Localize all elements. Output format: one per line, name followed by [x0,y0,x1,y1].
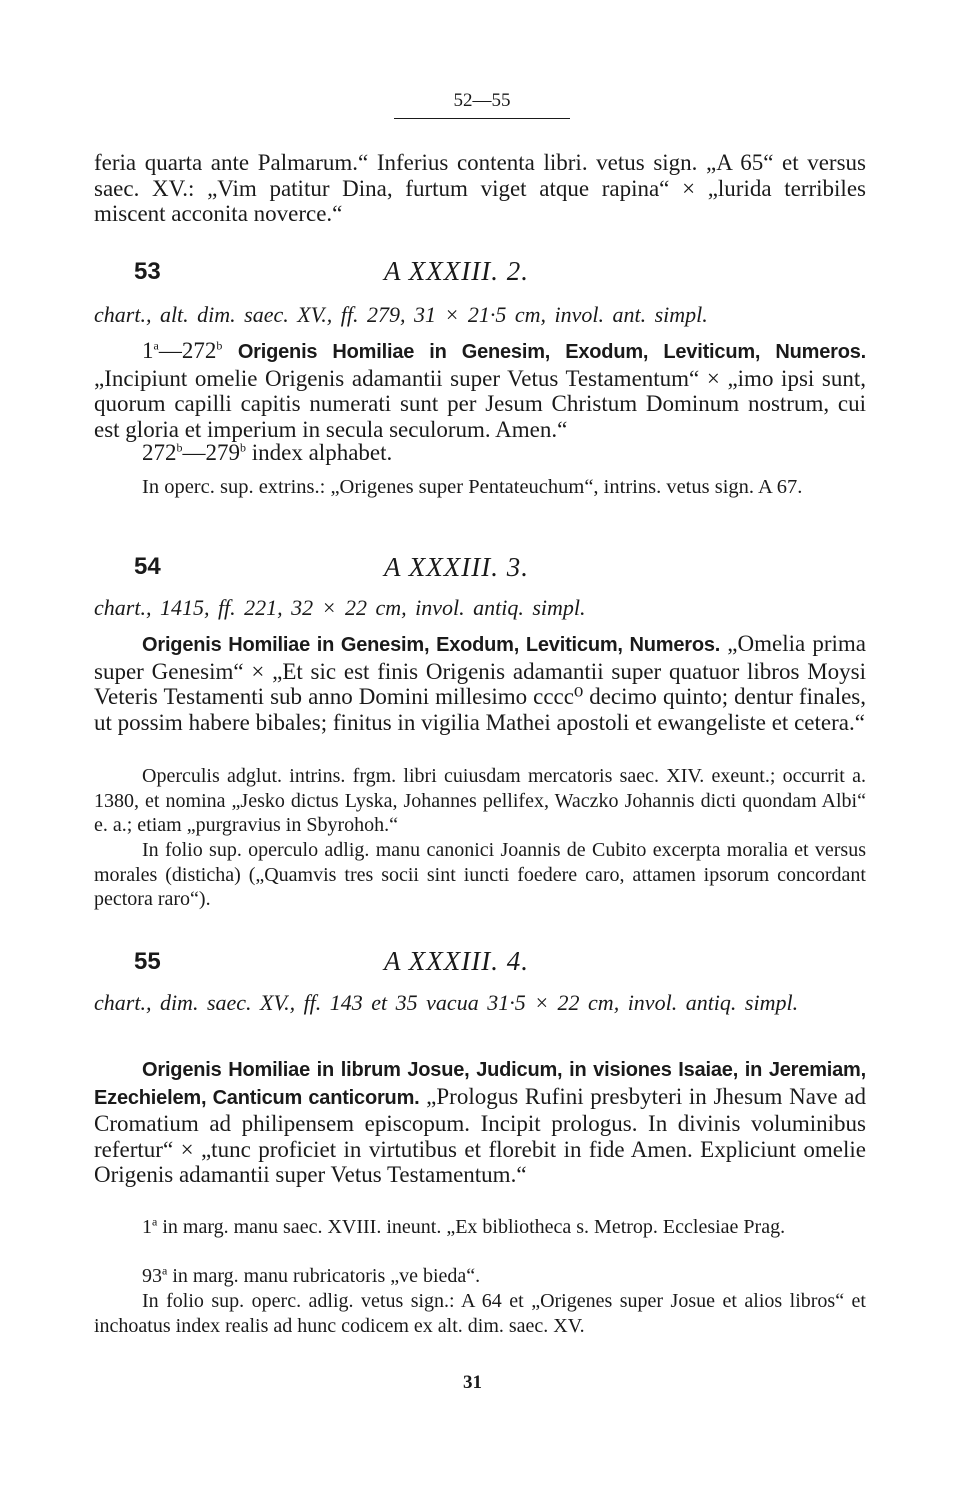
continuation-paragraph: feria quarta ante Palmarum.“ Inferius contenta libri. vetus sign. „A 65“ et versus saec. XV.: „Vim patitur Dina, furtum viget atque rapina“ × „lurida terribiles miscent acconita noverce.“ [94,150,866,226]
shelfmark: A XXXIII. 4. [384,946,529,976]
entry-note: 1$^a$ in marg. manu saec. XVIII. ineunt. „Ex bibliotheca s. Metrop. Ecclesiae Prag. [142,1214,786,1238]
entry-number: 55 [134,948,161,975]
incipit-explicit: „Incipiunt omelie Origenis adamantii super Vetus Testamentum“ × „imo ipsi sunt, quorum capilli capitis numerati sunt per Jesum Christum Dominum nostrum, cui est gloria et imperium in secula seculorum. Amen.“ [94,365,866,442]
folio-range: 1$^a$—272$^b$ [142,338,223,363]
running-head: 52—55 [394,90,570,119]
entry-note: In folio sup. operculo adlig. manu canonici Joannis de Cubito excerpta moralia et versus morales (disticha) („Quamvis tres socii sint iuncti foedere caro, attamen ipsorum concordant pectora raro“). [94,839,866,910]
physical-description: chart., alt. dim. saec. XV., ff. 279, 31 × 21·5 cm, invol. ant. simpl. [94,302,708,327]
entry-number: 54 [134,553,161,580]
page-number: 31 [463,1372,482,1393]
work-title: Origenis Homiliae in Genesim, Exodum, Leviticum, Numeros. [237,341,866,363]
incipit-explicit: „Omelia prima super Genesim“ × „Et sic est finis Origenis adamantii super quatuor libros Moysi Veteris Testamenti sub anno Domini millesimo cccc⁰ decimo quinto; dentur finales, ut possim habere bibales; finitus in vigilia Mathei apostoli et ewangeliste et cetera.“ [94,631,866,735]
work-title: Origenis Homiliae in librum Josue, Judicum, in visiones Isaiae, in Jeremiam, Ezechielem, Canticum canticorum. [94,1059,866,1109]
physical-description: chart., 1415, ff. 221, 32 × 22 cm, invol. antiq. simpl. [94,595,586,620]
entry-number: 53 [134,258,161,285]
entry-content [94,1056,866,1188]
incipit-explicit: „Prologus Rufini presbyteri in Jhesum Nave ad Cromatium ad philipensem episcopum. Incipit prologus. In divinis voluminibus refertur“ × „tunc proficiet in virtutibus et florebit in fide Amen. Expliciunt omelie Origenis adamantii super Vetus Testamentum.“ [94,1083,866,1187]
shelfmark: A XXXIII. 3. [384,552,529,582]
shelfmark: A XXXIII. 2. [384,256,529,286]
entry-content [94,631,866,735]
entry-note: In folio sup. operc. adlig. vetus sign.: A 64 et „Origenes super Josue et alios libros“ et inchoatus index realis ad hunc codicem ex alt. dim. saec. XV. [94,1290,866,1337]
entry-notes: In operc. sup. extrins.: „Origenes super Pentateuchum“, intrins. vetus sign. A 67. [142,476,803,498]
physical-description: chart., dim. saec. XV., ff. 143 et 35 vacua 31·5 × 22 cm, invol. antiq. simpl. [94,990,799,1015]
index-line: 272$^b$—279$^b$ index alphabet. [142,440,393,465]
entry-note: 93$^a$ in marg. manu rubricatoris „ve bieda“. [142,1263,481,1287]
entry-note: Operculis adglut. intrins. frgm. libri cuiusdam mercatoris saec. XIV. exeunt.; occurrit a. 1380, et nomina „Jesko dictus Lyska, Johannes pellifex, Waczko Johannis dicti quondam Albi“ e. a.; etiam „purgravius in Sbyrohoh.“ [94,765,866,836]
work-title: Origenis Homiliae in Genesim, Exodum, Leviticum, Numeros. [142,634,721,656]
entry-content [94,338,866,442]
